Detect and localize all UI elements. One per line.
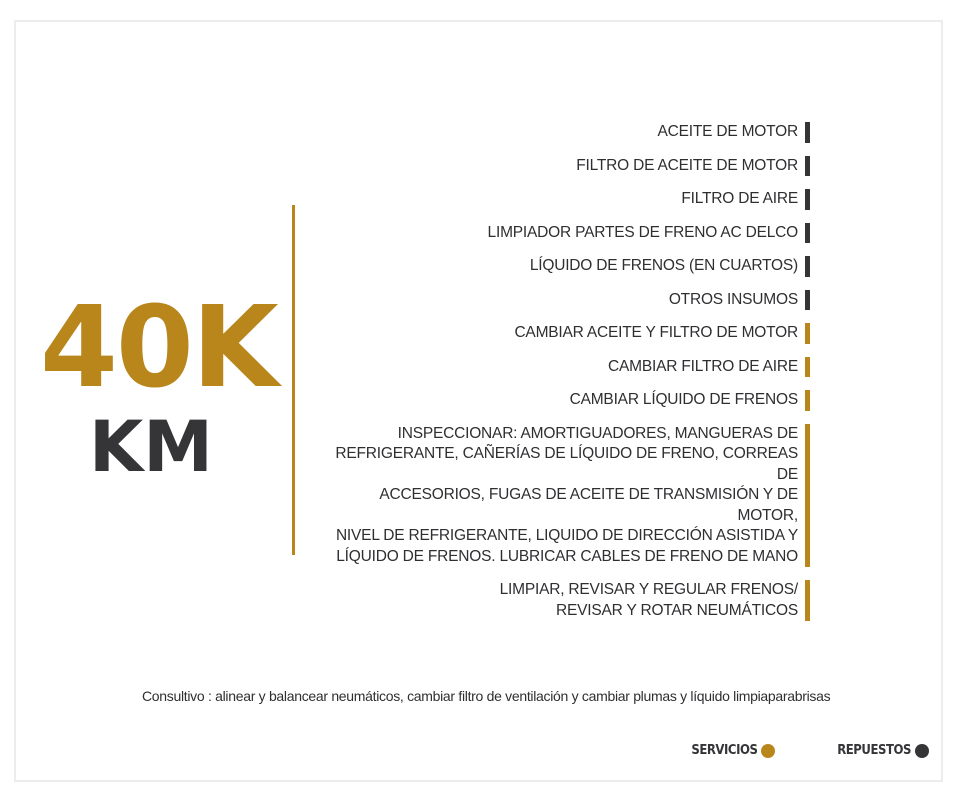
servicio-marker-icon [805, 424, 810, 568]
item-line: LIMPIAR, REVISAR Y REGULAR FRENOS/ [499, 581, 798, 598]
item-label: CAMBIAR FILTRO DE AIRE [608, 357, 798, 375]
item-label: LIMPIADOR PARTES DE FRENO AC DELCO [487, 223, 798, 241]
item-label: OTROS INSUMOS [668, 290, 798, 308]
item-line: ACCESORIOS, FUGAS DE ACEITE DE TRANSMISIÓN Y DE MOTOR, [379, 486, 798, 524]
legend-repuestos [829, 743, 929, 758]
dark-dot-icon [915, 744, 929, 758]
repuesto-item [330, 290, 810, 311]
servicio-item [330, 323, 810, 344]
gold-dot-icon [761, 744, 775, 758]
servicio-marker-icon [805, 357, 810, 378]
legend-label: REPUESTOS [837, 743, 911, 758]
mileage-heading [40, 283, 277, 488]
servicio-item-inspection [330, 424, 810, 568]
repuesto-item [330, 122, 810, 143]
servicio-marker-icon [805, 580, 810, 621]
maintenance-item-list [330, 122, 810, 634]
item-label: FILTRO DE AIRE [681, 190, 798, 207]
item-label: ACEITE DE MOTOR [657, 123, 798, 140]
legend-label: SERVICIOS [691, 743, 758, 758]
item-line: REVISAR Y ROTAR NEUMÁTICOS [556, 601, 798, 619]
repuesto-marker-icon [805, 223, 810, 244]
item-label: CAMBIAR LÍQUIDO DE FRENOS [569, 391, 798, 408]
repuesto-marker-icon [805, 122, 810, 143]
item-label-multiline [500, 580, 798, 621]
repuesto-marker-icon [805, 189, 810, 210]
repuesto-item [330, 223, 810, 244]
legend-servicios [684, 743, 775, 758]
servicio-item [330, 390, 810, 411]
repuesto-item [330, 156, 810, 177]
repuesto-item [330, 256, 810, 277]
servicio-item-brakes [330, 580, 810, 621]
servicio-item [330, 357, 810, 378]
servicio-marker-icon [805, 323, 810, 344]
item-label-multiline [330, 424, 798, 568]
mileage-unit: KM [89, 406, 213, 488]
repuesto-marker-icon [805, 290, 810, 311]
repuesto-marker-icon [805, 256, 810, 277]
item-label: LÍQUIDO DE FRENOS (EN CUARTOS) [529, 257, 798, 274]
item-label: CAMBIAR ACEITE Y FILTRO DE MOTOR [514, 324, 798, 341]
repuesto-marker-icon [805, 156, 810, 177]
mileage-number: 40K [40, 283, 277, 413]
item-line: INSPECCIONAR: AMORTIGUADORES, MANGUERAS DE [397, 424, 798, 442]
vertical-divider [292, 205, 295, 555]
consultivo-note: Consultivo : alinear y balancear neumáticos, cambiar filtro de ventilación y cambiar plumas y líquido limpiaparabrisas [142, 688, 831, 704]
repuesto-item [330, 189, 810, 210]
item-label: FILTRO DE ACEITE DE MOTOR [576, 156, 798, 174]
item-line: NIVEL DE REFRIGERANTE, LIQUIDO DE DIRECCIÓN ASISTIDA Y [335, 527, 798, 544]
item-line: LÍQUIDO DE FRENOS. LUBRICAR CABLES DE FRENO DE MANO [336, 547, 798, 565]
servicio-marker-icon [805, 390, 810, 411]
item-line: REFRIGERANTE, CAÑERÍAS DE LÍQUIDO DE FRENO, CORREAS DE [335, 445, 798, 483]
